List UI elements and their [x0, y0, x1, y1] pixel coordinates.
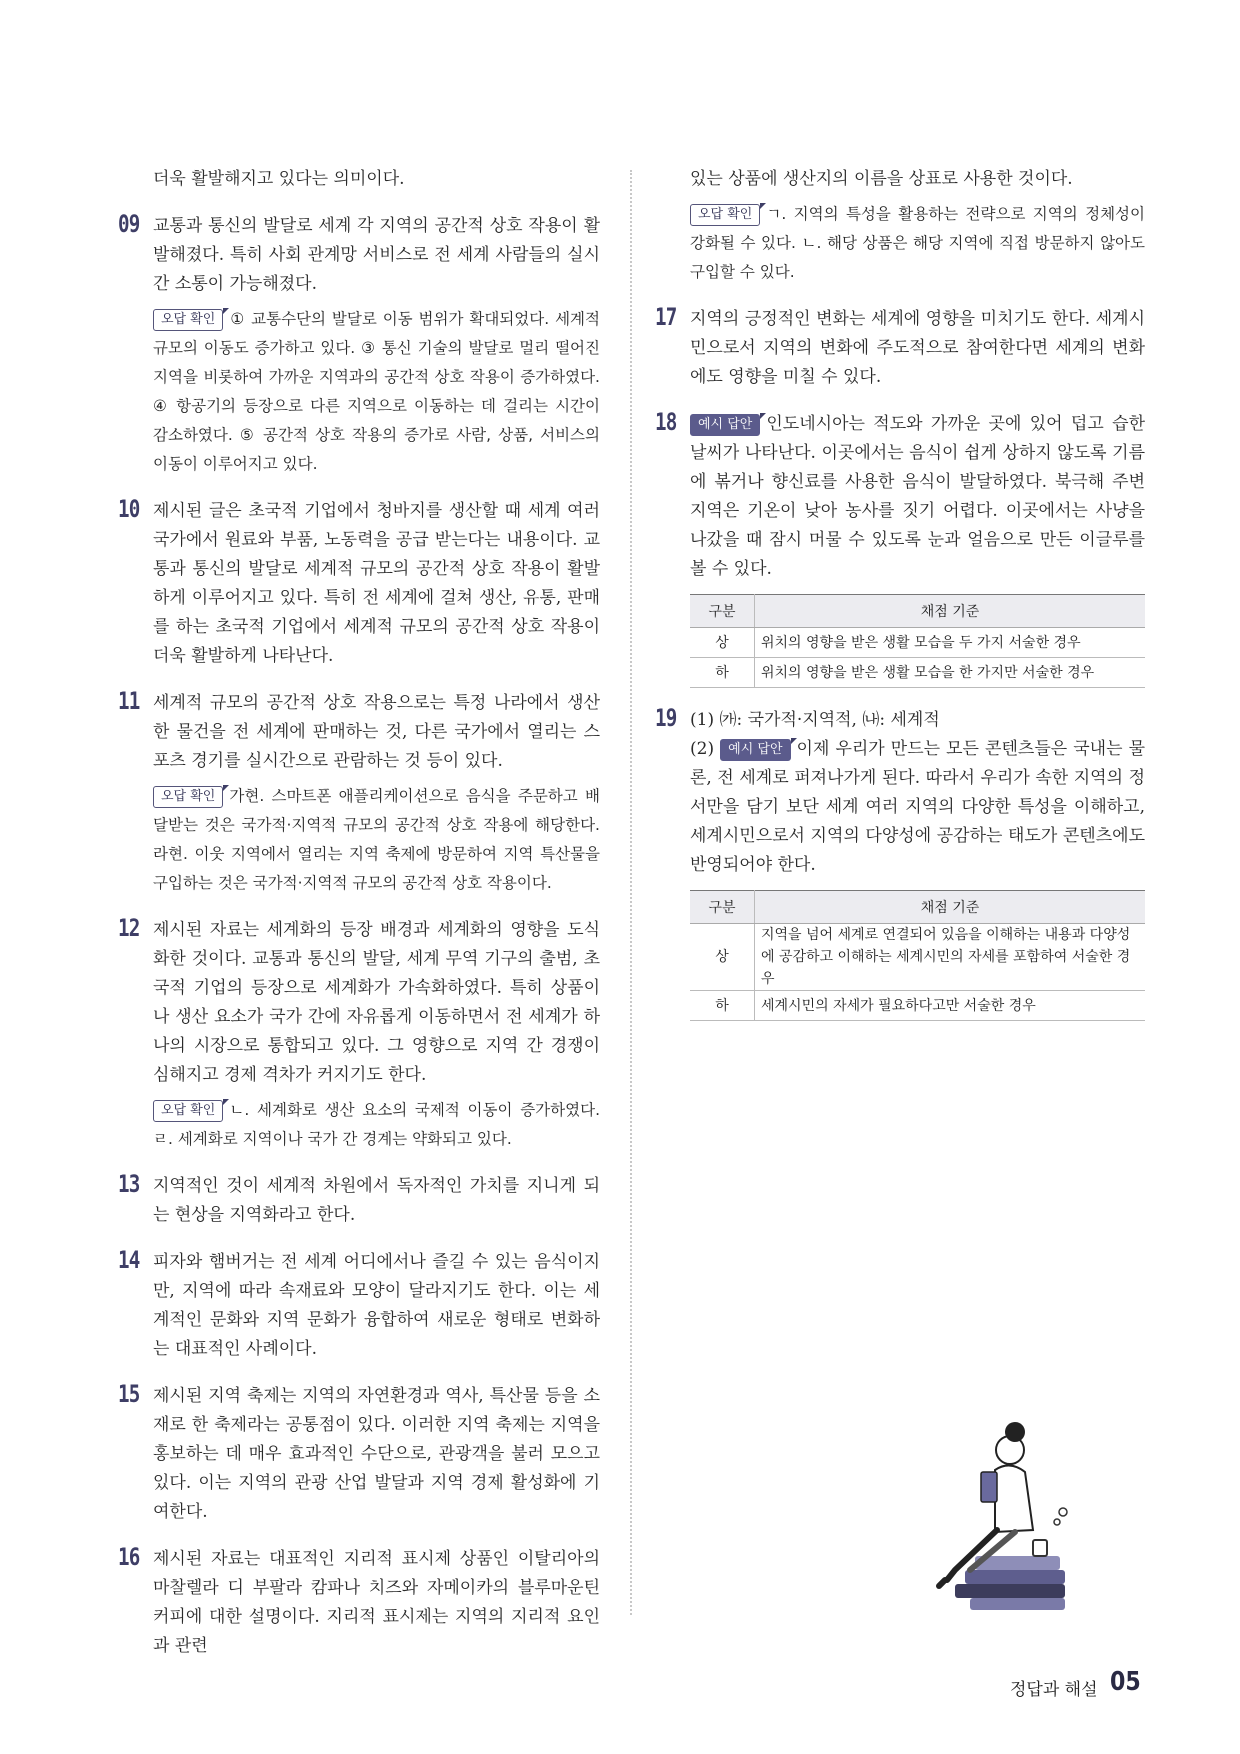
answer-14 — [118, 1248, 600, 1364]
wrong-answer-badge: 오답 확인 — [153, 1100, 223, 1122]
cup-icon — [1033, 1540, 1047, 1556]
question-number: 13 — [118, 1170, 140, 1198]
question-number: 09 — [118, 210, 140, 238]
open-book-icon — [981, 1472, 997, 1502]
column-divider — [630, 170, 632, 1615]
answer-16 — [118, 1545, 600, 1661]
table-row: 상 지역을 넘어 세계로 연결되어 있음을 이해하는 내용과 다양성에 공감하고 이해하는 세계시민의 자세를 포함하여 서술한 경우 — [690, 924, 1145, 991]
answer-16-continuation: 있는 상품에 생산지의 이름을 상표로 사용한 것이다. 오답 확인 ㄱ. 지역의 특성을 활용하는 전략으로 지역의 정체성이 강화될 수 있다. ㄴ. 해당 상품은 해당 지역에 직접 방문하지 않아도 구입할 수 있다. — [690, 165, 1145, 287]
answer-line-1: (1) ㈎: 국가적·지역적, ㈏: 세계적 — [690, 710, 940, 730]
question-number: 12 — [118, 914, 140, 942]
table-header-grade: 구분 — [690, 891, 755, 924]
wrong-answer-note: 오답 확인 ① 교통수단의 발달로 이동 범위가 확대되었다. 세계적 규모의 이동도 증가하고 있다. ③ 통신 기술의 발달로 멀리 떨어진 지역을 비롯하여 가까운 지역과의 공간적 상호 작용이 증가하였다. ④ 항공기의 등장으로 다른 지역으로 이동하는 데 걸리는 시간이 감소하였다. ⑤ 공간적 상호 작용의 증가로 사람, 상품, 서비스의 이동이 이루어지고 있다. — [153, 310, 600, 473]
answer-11 — [118, 689, 600, 898]
answer-text: 제시된 지역 축제는 지역의 자연환경과 역사, 특산물 등을 소재로 한 축제라는 공통점이 있다. 이러한 지역 축제는 지역을 홍보하는 데 매우 효과적인 수단으로, 관광객을 불러 모으고 있다. 이는 지역의 관광 산업 발달과 지역 경제 활성화에 기여한다. — [153, 1386, 600, 1522]
book-icon — [965, 1570, 1065, 1584]
wrong-answer-note: 오답 확인 ㄴ. 세계화로 생산 요소의 국제적 이동이 증가하였다. ㄹ. 세계화로 지역이나 국가 간 경계는 약화되고 있다. — [153, 1101, 600, 1148]
book-icon — [970, 1598, 1065, 1610]
question-number: 15 — [118, 1380, 140, 1408]
answer-15 — [118, 1382, 600, 1527]
answer-19 — [655, 706, 1145, 1021]
answer-13 — [118, 1172, 600, 1230]
left-column — [118, 165, 600, 1679]
table-row: 하 세계시민의 자세가 필요하다고만 서술한 경우 — [690, 991, 1145, 1021]
table-header-grade: 구분 — [690, 595, 755, 628]
table-row: 하 위치의 영향을 받은 생활 모습을 한 가지만 서술한 경우 — [690, 658, 1145, 688]
wrong-answer-note: 오답 확인 가현. 스마트폰 애플리케이션으로 음식을 주문하고 배달받는 것은 국가적·지역적 규모의 공간적 상호 작용에 해당한다. 라현. 이웃 지역에서 열리는 지역 축제에 방문하여 지역 특산물을 구입하는 것은 국가적·지역적 규모의 공간적 상호 작용이다. — [153, 787, 600, 892]
wrong-answer-badge: 오답 확인 — [690, 204, 760, 226]
answer-text: 지역의 긍정적인 변화는 세계에 영향을 미치기도 한다. 세계시민으로서 지역의 변화에 주도적으로 참여한다면 세계의 변화에도 영향을 미칠 수 있다. — [690, 309, 1145, 387]
answer-text: 피자와 햄버거는 전 세계 어디에서나 즐길 수 있는 음식이지만, 지역에 따라 속재료와 모양이 달라지기도 한다. 이는 세계적인 문화와 지역 문화가 융합하여 새로운 형태로 변화하는 대표적인 사례이다. — [153, 1252, 600, 1359]
wrong-answer-badge: 오답 확인 — [153, 786, 223, 808]
table-header-criteria: 채점 기준 — [755, 891, 1146, 924]
scoring-table — [690, 594, 1145, 688]
answer-text: 제시된 자료는 대표적인 지리적 표시제 상품인 이탈리아의 마찰렐라 디 부팔라 캄파나 치즈와 자메이카의 블루마운틴 커피에 대한 설명이다. 지리적 표시제는 지역의 지리적 요인과 관련 — [153, 1549, 600, 1656]
wrong-answer-badge: 오답 확인 — [153, 309, 223, 331]
answer-12 — [118, 916, 600, 1154]
question-number: 10 — [118, 495, 140, 523]
answer-text: 예시 답안 인도네시아는 적도와 가까운 곳에 있어 덥고 습한 날씨가 나타난다. 이곳에서는 음식이 쉽게 상하지 않도록 기름에 볶거나 향신료를 사용한 음식이 발달하였다. 북극해 주변 지역은 기온이 낮아 농사를 짓기 어렵다. 이곳에서는 사냥을 나갔을 때 잠시 머물 수 있도록 눈과 얼음으로 만든 이글루를 볼 수 있다. — [690, 414, 1145, 579]
answer-17 — [655, 305, 1145, 392]
answer-10 — [118, 497, 600, 671]
sample-answer-badge: 예시 답안 — [690, 414, 760, 436]
right-column — [655, 165, 1145, 1039]
sample-answer-badge: 예시 답안 — [720, 739, 790, 761]
book-icon — [955, 1584, 1065, 1598]
answer-text: 제시된 자료는 세계화의 등장 배경과 세계화의 영향을 도식화한 것이다. 교통과 통신의 발달, 세계 무역 기구의 출범, 초국적 기업의 등장으로 세계화가 가속화하였다. 특히 상품이나 생산 요소가 국가 간에 자유롭게 이동하면서 전 세계가 하나의 시장으로 통합되고 있다. 그 영향으로 지역 간 경쟁이 심해지고 경제 격차가 커지기도 한다. — [153, 920, 600, 1085]
table-header-criteria: 채점 기준 — [755, 595, 1146, 628]
question-number: 14 — [118, 1246, 140, 1274]
answer-18 — [655, 410, 1145, 688]
question-number: 11 — [118, 687, 140, 715]
answer-text: 제시된 글은 초국적 기업에서 청바지를 생산할 때 세계 여러 국가에서 원료와 부품, 노동력을 공급 받는다는 내용이다. 교통과 통신의 발달로 세계적 규모의 공간적 상호 작용이 활발하게 이루어지고 있다. 특히 전 세계에 걸쳐 생산, 유통, 판매를 하는 초국적 기업에서 세계적 규모의 공간적 상호 작용이 더욱 활발하게 나타난다. — [153, 501, 600, 666]
page-number: 05 — [1110, 1667, 1141, 1697]
question-number: 17 — [655, 303, 677, 331]
reading-person-illustration — [925, 1420, 1085, 1620]
answer-text: 지역적인 것이 세계적 차원에서 독자적인 가치를 지니게 되는 현상을 지역화라고 한다. — [153, 1176, 600, 1225]
table-row: 상 위치의 영향을 받은 생활 모습을 두 가지 서술한 경우 — [690, 628, 1145, 658]
question-number: 18 — [655, 408, 677, 436]
footer-section-label: 정답과 해설 — [1010, 1680, 1098, 1700]
question-number: 19 — [655, 704, 677, 732]
scoring-table — [690, 890, 1145, 1021]
left-continuation: 더욱 활발해지고 있다는 의미이다. — [153, 169, 405, 189]
answer-text: (2) 예시 답안 이제 우리가 만드는 모든 콘텐츠들은 국내는 물론, 전 세계로 퍼져나가게 된다. 따라서 우리가 속한 지역의 정서만을 담기 보단 세계 여러 지역의 다양한 특성을 이해하고, 세계시민으로서 지역의 다양성에 공감하는 태도가 콘텐츠에도 반영되어야 한다. — [690, 739, 1145, 875]
question-number: 16 — [118, 1543, 140, 1571]
body-icon — [995, 1465, 1033, 1532]
answer-09 — [118, 212, 600, 479]
answer-text: 교통과 통신의 발달로 세계 각 지역의 공간적 상호 작용이 활발해졌다. 특히 사회 관계망 서비스로 전 세계 사람들의 실시간 소통이 가능해졌다. — [153, 216, 600, 294]
answer-text: 세계적 규모의 공간적 상호 작용으로는 특정 나라에서 생산한 물건을 전 세계에 판매하는 것, 다른 국가에서 열리는 스포츠 경기를 실시간으로 관람하는 것 등이 있다. — [153, 693, 600, 771]
wrong-answer-note: 오답 확인 ㄱ. 지역의 특성을 활용하는 전략으로 지역의 정체성이 강화될 수 있다. ㄴ. 해당 상품은 해당 지역에 직접 방문하지 않아도 구입할 수 있다. — [690, 205, 1145, 281]
